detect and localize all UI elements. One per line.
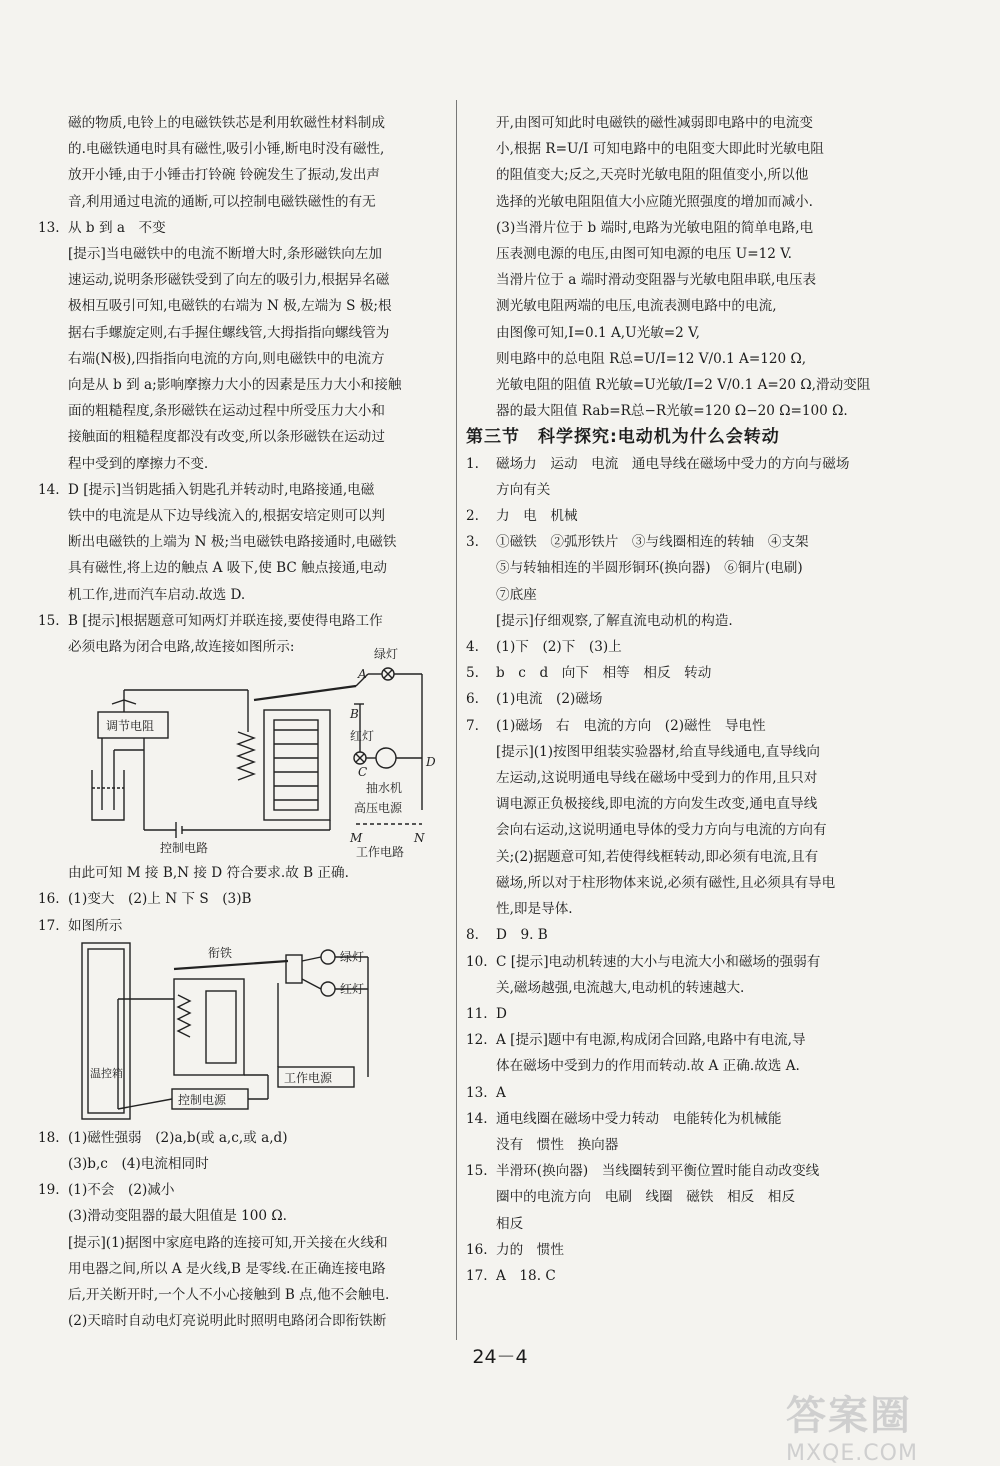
answer-14 <box>466 1106 880 1132</box>
answer-17 <box>466 1263 880 1289</box>
spring <box>178 995 190 1037</box>
answer-text: (1)电流 (2)磁场 <box>496 691 603 708</box>
answer-line: (3)b,c (4)电流相同时 <box>68 1156 209 1173</box>
formula-line: 光敏电阻的阻值 R光敏=U光敏/I=2 V/0.1 A=20 Ω,滑动变阻 <box>496 377 871 394</box>
answer-10 <box>466 949 880 975</box>
text-line: 的阻值变大;反之,天亮时光敏电阻的阻值变小,所以他 <box>496 167 809 184</box>
text-line: 测光敏电阻两端的电压,电流表测电路中的电流, <box>496 298 777 315</box>
right-column <box>466 110 880 1289</box>
answer-1 <box>466 451 880 477</box>
point-D: D <box>426 755 436 770</box>
red-lamp-label: 红灯 <box>350 729 375 744</box>
answer-15 <box>38 608 450 634</box>
answer-text: 通电线圈在磁场中受力转动 电能转化为机械能 <box>496 1110 782 1127</box>
hint-line: 右端(N极),四指指向电流的方向,则电磁铁中的电流方 <box>68 350 385 367</box>
hint-line: 极相互吸引可知,电磁铁的右端为 N 极,左端为 S 极;根 <box>68 298 392 315</box>
text-line: 选择的光敏电阻阻值大小应随光照强度的增加而减小. <box>496 193 813 210</box>
answer-text: (1)磁场 右 电流的方向 (2)磁性 导电性 <box>496 717 766 734</box>
red-lamp <box>321 982 335 996</box>
text-line: 开,由图可知此时电磁铁的磁性减弱即电路中的电流变 <box>496 115 813 131</box>
question-number: 14. <box>466 1110 488 1127</box>
question-number: 7. <box>466 717 479 734</box>
hint-line: 面的粗糙程度,条形磁铁在运动过程中所受压力大小和 <box>68 403 385 420</box>
high-voltage-label: 高压电源 <box>354 801 403 816</box>
question-number: 15. <box>466 1163 488 1180</box>
answer-13 <box>466 1080 880 1106</box>
answer-3 <box>466 529 880 555</box>
question-number: 16. <box>38 891 60 908</box>
contact-block <box>286 955 302 983</box>
armature-label: 衔铁 <box>208 945 233 960</box>
text-line: 压表测电源的电压,由图可知电源的电压 U=12 V. <box>496 246 792 263</box>
hint-line: [提示]仔细观察,了解直流电动机的构造. <box>496 612 733 629</box>
answer-text: ①磁铁 ②弧形铁片 ③与线圈相连的转轴 ④支架 <box>496 534 809 551</box>
hint-line: 关;(2)据题意可知,若使得线框转动,即必须有电流,且有 <box>496 848 819 865</box>
text-line: 小,根据 R=U/I 可知电路中的电阻变大即此时光敏电阻 <box>496 141 824 158</box>
question-number: 6. <box>466 691 479 708</box>
answer-text: b c d 向下 相等 相反 转动 <box>496 665 712 682</box>
temperature-control-diagram <box>78 939 378 1123</box>
answer-text: B [提示]根据题意可知两灯并联连接,要使得电路工作 <box>68 612 383 629</box>
answer-text: 半滑环(换向器) 当线圈转到平衡位置时能自动改变线 <box>496 1163 820 1180</box>
answer-text: 力 电 机械 <box>496 508 578 525</box>
hint-line: 必须电路为闭合电路,故连接如图所示: <box>68 639 295 656</box>
hint-line: 速运动,说明条形磁铁受到了向左的吸引力,根据异名磁 <box>68 272 390 289</box>
hint-line: 接触面的粗糙程度都没有改变,所以条形磁铁在运动过 <box>68 429 385 446</box>
question-number: 15. <box>38 612 60 629</box>
answer-text: 从 b 到 a 不变 <box>68 219 166 236</box>
question-number: 17. <box>38 917 60 934</box>
question-number: 4. <box>466 639 479 656</box>
answer-text: A [提示]题中有电源,构成闭合回路,电路中有电流,导 <box>496 1032 806 1049</box>
hint-line: 断出电磁铁的上端为 N 极;当电磁铁电路接通时,电磁铁 <box>68 534 397 551</box>
answer-line: ⑦底座 <box>496 586 537 603</box>
answer-text: D 9. B <box>496 927 548 944</box>
answer-text: A <box>496 1084 506 1101</box>
hint-line: 后,开关断开时,一个人不小心接触到 B 点,他不会触电. <box>68 1287 390 1304</box>
answer-8 <box>466 922 880 948</box>
hint-line: 机工作,进而汽车启动.故选 D. <box>68 586 246 603</box>
hint-line: 关,磁场越强,电流越大,电动机的转速越大. <box>496 979 745 996</box>
point-C: C <box>358 765 368 780</box>
question-number: 10. <box>466 953 488 970</box>
answer-14 <box>38 477 450 503</box>
answer-text: 磁场力 运动 电流 通电导线在磁场中受力的方向与磁场 <box>496 455 850 472</box>
answer-7 <box>466 713 880 739</box>
adjust-resistor-label: 调节电阻 <box>106 719 155 734</box>
left-column <box>38 110 450 1335</box>
hint-line: 体在磁场中受到力的作用而转动.故 A 正确.故选 A. <box>496 1058 800 1075</box>
green-lamp <box>321 950 335 964</box>
answer-line: (3)滑动变阻器的最大阻值是 100 Ω. <box>68 1208 287 1225</box>
section-title: 第三节 科学探究:电动机为什么会转动 <box>466 427 780 448</box>
answer-13 <box>38 215 450 241</box>
question-number: 17. <box>466 1267 488 1284</box>
armature <box>254 686 356 700</box>
answer-line: ⑤与转轴相连的半圆形铜环(换向器) ⑥铜片(电刷) <box>496 560 803 577</box>
green-lamp-label: 绿灯 <box>340 949 365 964</box>
hint-line: 性,即是导体. <box>496 901 573 918</box>
point-B: B <box>350 707 359 722</box>
question-number: 5. <box>466 665 479 682</box>
hint-line: (2)天暗时自动电灯亮说明此时照明电路闭合即衔铁断 <box>68 1313 387 1330</box>
hint-line: 调电源正负极接线,即电流的方向发生改变,通电直导线 <box>496 796 818 813</box>
hint-line: [提示]当电磁铁中的电流不断增大时,条形磁铁向左加 <box>68 246 382 263</box>
question-number: 11. <box>466 1005 488 1022</box>
answer-line: 圈中的电流方向 电刷 线圈 磁铁 相反 相反 <box>496 1189 796 1206</box>
text-line: 磁的物质,电铃上的电磁铁铁芯是利用软磁性材料制成 <box>68 115 385 131</box>
hint-line: 由此可知 M 接 B,N 接 D 符合要求.故 B 正确. <box>68 865 349 882</box>
answer-text: D [提示]当钥匙插入钥匙孔并转动时,电路接通,电磁 <box>68 481 375 498</box>
question-number: 13. <box>38 219 60 236</box>
answer-text: D <box>496 1005 507 1022</box>
hint-line: [提示](1)据图中家庭电路的连接可知,开关接在火线和 <box>68 1234 388 1251</box>
answer-18 <box>38 1125 450 1151</box>
answer-19 <box>38 1177 450 1203</box>
work-power-label: 工作电源 <box>284 1070 333 1085</box>
question-number: 1. <box>466 455 479 472</box>
control-power-label: 控制电源 <box>178 1092 227 1107</box>
point-A: A <box>358 667 367 682</box>
watermark-logo: 答案圈 <box>786 1393 912 1439</box>
answer-line: 方向有关 <box>496 481 551 498</box>
question-number: 18. <box>38 1129 60 1146</box>
answer-6 <box>466 686 880 712</box>
hint-line: 会向右运动,这说明通电导体的受力方向与电流的方向有 <box>496 822 827 839</box>
green-lamp-label: 绿灯 <box>374 647 399 662</box>
page-number: 24－4 <box>472 1346 528 1368</box>
answer-text: (1)不会 (2)减小 <box>68 1182 175 1199</box>
hint-line: 左运动,这说明通电导线在磁场中受到力的作用,且只对 <box>496 770 818 787</box>
answer-17 <box>38 913 450 939</box>
text-line: 放开小锤,由于小锤击打铃碗 铃碗发生了振动,发出声 <box>68 167 381 184</box>
control-circuit-label: 控制电路 <box>160 841 209 856</box>
temperature-box <box>82 943 130 1119</box>
question-number: 19. <box>38 1182 60 1199</box>
answer-line: 没有 惯性 换向器 <box>496 1136 619 1153</box>
wire <box>118 1099 172 1109</box>
hint-line: 铁中的电流是从下边导线流入的,根据安培定则可以判 <box>68 508 385 525</box>
hint-line: 向是从 b 到 a;影响摩擦力大小的因素是压力大小和接触 <box>68 377 402 394</box>
answer-11 <box>466 1001 880 1027</box>
text-line: (3)当滑片位于 b 端时,电路为光敏电阻的简单电路,电 <box>496 219 814 236</box>
temperature-box-label: 温控箱 <box>90 1066 123 1080</box>
text-line: 由图像可知,I=0.1 A,U光敏=2 V, <box>496 324 700 341</box>
answer-16 <box>38 886 450 912</box>
relay-core <box>274 720 318 810</box>
hint-line: 据右手螺旋定则,右手握住螺线管,大拇指指向螺线管为 <box>68 324 390 341</box>
answer-15 <box>466 1158 880 1184</box>
text-line: 当滑片位于 a 端时滑动变阻器与光敏电阻串联,电压表 <box>496 272 817 289</box>
question-number: 2. <box>466 508 479 525</box>
hint-line: 程中受到的摩擦力不变. <box>68 455 209 472</box>
text-line: 的.电磁铁通电时具有磁性,吸引小锤,断电时没有磁性, <box>68 141 385 158</box>
hint-line: 具有磁性,将上边的触点 A 吸下,使 BC 触点接通,电动 <box>68 560 387 577</box>
answer-text: (1)下 (2)下 (3)上 <box>496 639 622 656</box>
hint-line: 磁场,所以对于柱形物体来说,必须有磁性,且必须具有导电 <box>496 874 836 891</box>
spring <box>238 732 254 780</box>
answer-16 <box>466 1237 880 1263</box>
question-number: 14. <box>38 481 60 498</box>
answer-12 <box>466 1027 880 1053</box>
hint-line: [提示](1)按图甲组装实验器材,给直导线通电,直导线向 <box>496 743 820 760</box>
point-M: M <box>350 831 363 846</box>
work-circuit-label: 工作电路 <box>356 845 405 860</box>
pump-motor <box>376 748 396 768</box>
answer-2 <box>466 503 880 529</box>
wire <box>302 979 321 989</box>
answer-text: (1)变大 (2)上 N 下 S (3)B <box>68 891 252 908</box>
question-number: 16. <box>466 1241 488 1258</box>
answer-text: A 18. C <box>496 1267 556 1284</box>
question-number: 12. <box>466 1032 488 1049</box>
question-number: 3. <box>466 534 479 551</box>
text-line: 音,利用通过电流的通断,可以控制电磁铁磁性的有无 <box>68 193 376 210</box>
watermark <box>786 1384 982 1466</box>
pump-label: 抽水机 <box>366 781 403 796</box>
answer-4 <box>466 634 880 660</box>
answer-text: 如图所示 <box>68 917 123 934</box>
question-number: 13. <box>466 1084 488 1101</box>
formula-line: 器的最大阻值 Rab=R总−R光敏=120 Ω−20 Ω=100 Ω. <box>496 403 848 420</box>
question-number: 8. <box>466 927 479 944</box>
temperature-control-figure <box>38 939 450 1125</box>
wire <box>302 957 321 961</box>
point-N: N <box>414 831 425 846</box>
armature <box>174 961 288 969</box>
answer-text: (1)磁性强弱 (2)a,b(或 a,c,或 a,d) <box>68 1129 288 1146</box>
relay-coil <box>206 991 236 1063</box>
red-lamp-label: 红灯 <box>340 981 365 996</box>
formula-line: 则电路中的总电阻 R总=U/I=12 V/0.1 A=120 Ω, <box>496 350 807 367</box>
hint-line: 用电器之间,所以 A 是火线,B 是零线.在正确连接电路 <box>68 1260 386 1277</box>
watermark-site: MXQE.COM <box>786 1441 918 1466</box>
answer-text: C [提示]电动机转速的大小与电流大小和磁场的强弱有 <box>496 953 821 970</box>
answer-5 <box>466 660 880 686</box>
answer-line: 相反 <box>496 1215 524 1232</box>
answer-text: 力的 惯性 <box>496 1241 564 1258</box>
column-divider <box>456 100 457 1340</box>
beaker <box>92 770 124 820</box>
